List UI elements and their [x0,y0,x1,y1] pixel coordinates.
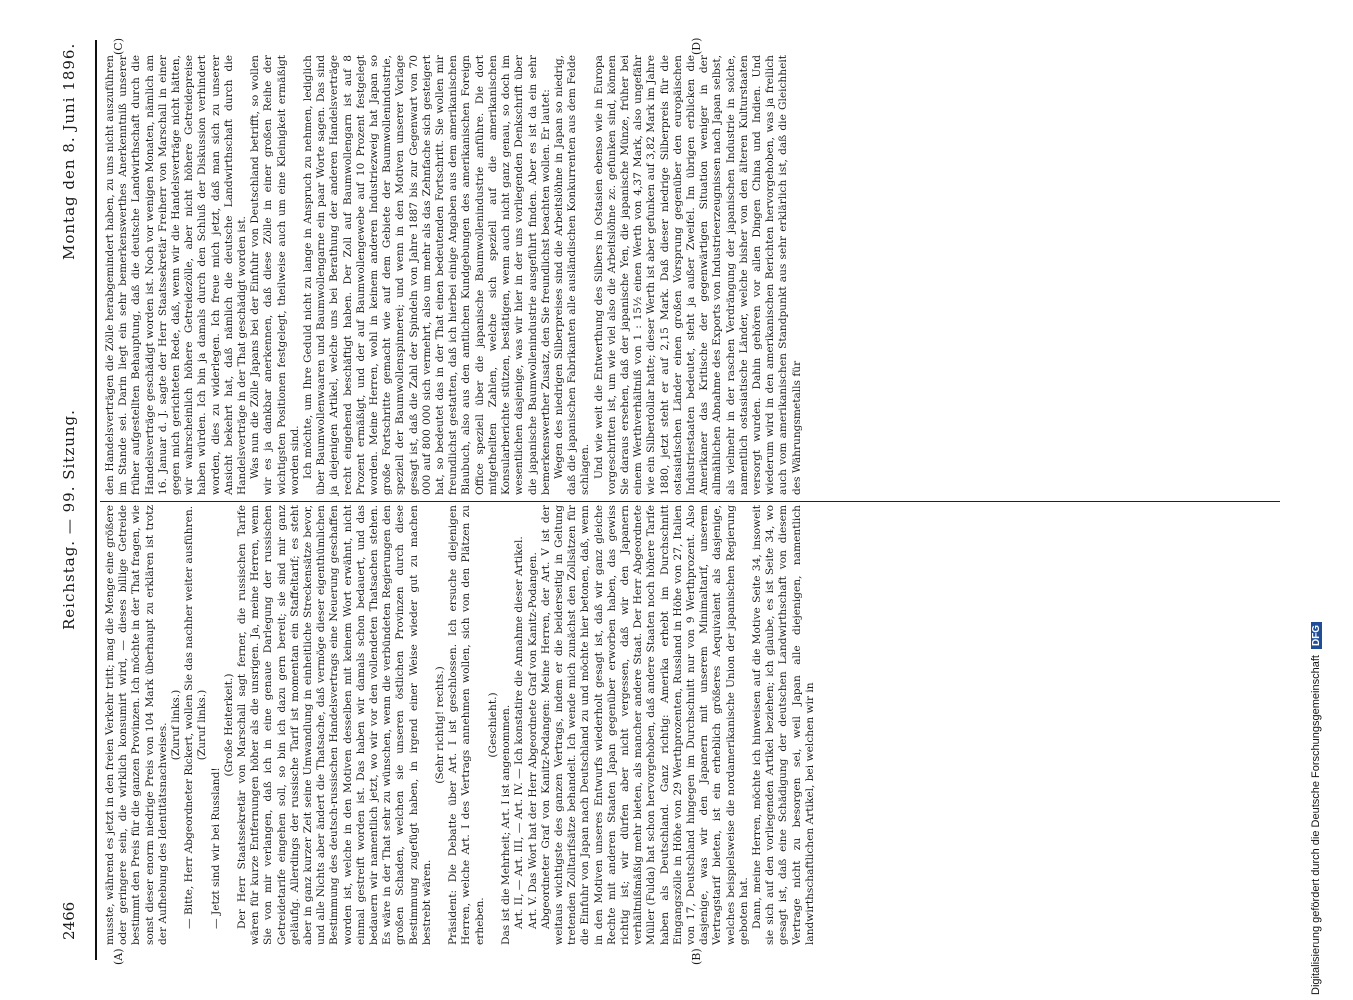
page-number: 2466 [60,901,78,940]
paragraph: — Jetzt sind wir bei Russland! [209,767,222,929]
paragraph: Der Herr Staatssekretär von Marschall sagt ferner, die russischen Tarife wären für kurze Entfernungen höher als die unsrigen. Ja, meine Herren, wenn Sie von mir verlangen, daß ich in eine genaue Darlegung der russischen Getreidetarife eingehen soll, so bin ich dazu gern bereit; sie sind mir ganz geläufig. Allerdings der russische Tarif ist momentan ein Staffeltarif; es steht aber in ganz kurzer Zeit seine Umwandlung in einheitliche Streckensätze bevor, und alle Nichts aber ändert die Thatsache, daß vermöge dieser eigenthümlichen Bestimmung des deutsch-russischen Handelsvertrags eine Neuerung geschaffen worden ist, welche in den Motiven desselben mit keinem Wort erwähnt, nicht einmal gestreift worden ist. Das haben wir damals schon bedauert, und das bedauern wir namentlich jetzt, wo wir vor den vollendeten Thatsachen stehen. Es wäre in der That sehr zu wünschen, wenn die verbündeten Regierungen den großen Schaden, welchen sie unseren östlichen Provinzen durch diese Bestimmung zugefügt haben, in irgend einer Weise wieder gut zu machen bestrebt wären. [236,505,433,945]
running-title-right: Montag den 8. Juni 1896. [60,42,78,260]
paragraph: (Sehr richtig! rechts.) [434,666,447,784]
paragraph: Wegen des niedrigen Silberpreises sind die Arbeitslöhne in Japan so niedrig, daß die japanischen Fabrikanten alle ausländischen Konkurrenten aus dem Felde schlagen. [552,55,592,495]
paragraph: Ich möchte, um Ihre Geduld nicht zu lange in Anspruch zu nehmen, lediglich über Baumwollenwaaren und Baumwollengarne ein paar Worte sagen. Das sind ja diejenigen Artikel, welche uns bei Berathung der anderen Handelsverträge recht eingehend beschäftigt haben. Der Zoll auf Baumwollengarn ist auf 8 Prozent ermäßigt, und der auf Baumwollengewebe auf 10 Prozent festgelegt worden. Meine Herren, wohl in keinem anderen Industriezweig hat Japan so große Fortschritte gemacht wie auf dem Gebiete der Baumwollenindustrie, speziell der Baumwollenspinnerei; und wenn in den Motiven unserer Vorlage gesagt ist, daß die Zahl der Spindeln von Jahre 1887 bis zur Gegenwart von 70 000 auf 800 000 sich vermehrt, also um mehr als das Zehnfache sich gesteigert hat, so bedeutet das in der That einen bedeutenden Fortschritt. Sie wollen mir freundlichst gestatten, daß ich hierbei einige Angaben aus dem amerikanischen Blaubuch, also aus den amtlichen Kundgebungen des amerikanischen Foreign Office speziell über die japanische Baumwollenindustrie anführe. Die dort mitgetheilten Zahlen, welche sich speziell auf die amerikanischen Konsularberichte stützen, bestätigen, wenn auch nicht ganz genau, so doch im wesentlichen dasjenige, was wir hier in der uns vorliegenden Denkschrift über die japanische Baumwollenindustrie ausgeführt finden. Aber es ist da ein sehr bemerkenswerther Zusatz, den Sie freundlichst beachten wollen. Er lautet: [302,55,552,495]
paragraph: Art. II, — Art. III, — Art. IV. — Ich konstatire die Annahme dieser Artikel. [513,536,526,929]
paragraph: (Große Heiterkeit.) [222,673,235,777]
margin-marker-b: (B) [690,948,703,965]
left-text-column [104,505,817,945]
column-divider [100,501,1280,502]
digitization-credit [1300,10,1340,1000]
paragraph: (Geschieht.) [486,692,499,758]
dfg-logo: DFG [1311,622,1322,649]
right-text-column [104,55,804,495]
margin-marker-c: (C) [112,38,125,55]
paragraph: — Bitte, Herr Abgeordneter Rickert, wollen Sie das nachher weiter ausführen. [183,505,196,929]
paragraph: Und wie weit die Entwerthung des Silbers in Ostasien ebenso wie in Europa vorgeschritten ist, um wie viel also die Arbeitslöhne zc. gefunken sind, können Sie daraus ersehen, daß der japanische Yen, die japanische Münze, früher bei einem Werthverhältniß von 1 : 15½ einen Werth von 4,37 Mark, also ungefähr wie ein Silberdollar hatte; dieser Werth ist aber gefunken auf 3,82 Mark im Jahre 1880, jetzt steht er auf 2,15 Mark. Daß dieser niedrige Silberpreis für die ostasiatischen Länder einen großen Vorsprung gegenüber den europäischen Industriestaaten bedeutet, steht ja außer Zweifel. Im übrigen erblicken die Amerikaner das Kritische der gegenwärtigen Situation weniger in der allmählichen Abnahme des Exports von Industrieerzeugnissen nach Japan selbst, als vielmehr in der raschen Verdrängung der japanischen Industrie in solche, namentlich ostasiatische Länder, welche bisher von den älteren Kulturstaaten versorgt wurden. Dahin gehören vor allen Dingen China und Indien. Und wiederum wird in den amerikanischen Berichten hervorgehoben, was ja freilich auch vom amerikanischen Standpunkt aus sehr erklärlich ist, daß die Gleichheit des Währungsmetalls für [592,55,803,495]
header-rule [95,40,97,960]
paragraph: Abgeordneter Graf von Kanitz-Podangen: Meine Herren, der Art. V ist der weitaus wichtigste des ganzen Vertrags, indem er die beiderseitig in Geltung tretenden Zolltarifsätze behandelt. Ich wende mich zunächst den Zollsätzen für die Einfuhr von Japan nach Deutschland zu und möchte hier betonen, daß, wenn in den Motiven unseres Entwurfs wiederholt gesagt ist, daß wir ganz gleiche Rechte mit anderen Staaten Japan gegenüber erworben haben, das gewiss richtig ist; wir dürfen aber nicht vergessen, daß wir den Japanern verhältnißmäßig mehr bieten, als mancher andere Staat. Der Herr Abgeordnete Müller (Fulda) hat schon hervorgehoben, daß andere Staaten noch höhere Tarife haben als Deutschland. Ganz richtig: Amerika erhebt im Durchschnitt Eingangszölle in Höhe von 29 Werthprozenten, Russland in Höhe von 27, Italien von 17, Deutschland hingegen im Durchschnitt nur von 9 Werthprozent. Also dasjenige, was wir den Japanern mit unserem Minimaltarif, unserem Vertragstarif bieten, ist ein erheblich größeres Aequivalent als dasjenige, welches beispielsweise die nordamerikanische Union der japanischen Regierung geboten hat. [539,505,750,945]
running-title-left: Reichstag. — 99. Sitzung. [60,409,78,630]
margin-marker-d: (D) [690,37,703,55]
paragraph: (Zuruf links.) [170,689,183,761]
margin-marker-a: (A) [112,948,125,965]
paragraph: Art. V. Das Wort hat der Herr Abgeordnete Graf von Kanitz-Podangen. [526,552,539,929]
paragraph: musste, während es jetzt in den freien Verkehr tritt; mag die Menge eine größere oder geringere sein, die wirklich konsumirt wird, — dieses billige Getreide bestimmt den Preis für die ganzen Provinzen. Ich möchte in der That fragen, wie sonst dieser enorm niedrige Preis von 104 Mark überhaupt zu erklären ist trotz der Aufhebung des Identitätsnachweises. [104,505,169,945]
paragraph: Dann, meine Herren, möchte ich hinweisen auf die Motive Seite 34, insoweit sie sich auf den vorliegenden Artikel beziehen; ich glaube, es ist Seite 34, wo gesagt ist, daß eine Schädigung der deutschen Landwirthschaft von diesem Vertrage nicht zu besorgen sei, weil Japan alle diejenigen, namentlich landwirthschaftlichen Artikel, bei welchen wir in [750,505,816,945]
credit-text: Digitalisierung gefördert durch die Deutsche Forschungsgemeinschaft [1310,655,1322,995]
paragraph: Was nun die Zölle Japans bei der Einfuhr von Deutschland betrifft, so wollen wir es ja dankbar anerkennen, daß diese Zölle in einer großen Reihe der wichtigsten Positionen festgelegt, theilweise auch um eine Kleinigkeit ermäßigt worden sind. [249,55,301,495]
paragraph: (Zuruf links.) [196,689,209,761]
paragraph: Präsident: Die Debatte über Art. I ist geschlossen. Ich ersuche diejenigen Herren, welche Art. I des Vertrags annehmen wollen, sich von den Plätzen zu erheben. [447,505,486,945]
paragraph: Das ist die Mehrheit; Art. I ist angenommen. [500,704,513,945]
paragraph: den Handelsverträgen die Zölle herabgemindert haben, zu uns nicht auszuführen im Stande sei. Darin liegt ein sehr bemerkenswerthes Anerkenntniß unserer früher aufgestellten Behauptung, daß die deutsche Landwirthschaft durch die Handelsverträge geschädigt worden ist. Noch vor wenigen Monaten, nämlich am 16. Januar d. J. sagte der Herr Staatssekretär Freiherr von Marschall in einer gegen mich gerichteten Rede, daß, wenn wir die Handelsverträge nicht hätten, wir wahrscheinlich höhere Getreidezölle, aber nicht höhere Getreidepreise haben würden. Ich bin ja damals durch den Schluß der Diskussion verhindert worden, dies zu widerlegen. Ich freue mich jetzt, daß man sich zu unserer Ansicht bekehrt hat, daß nämlich die deutsche Landwirthschaft durch die Handelsverträge in der That geschädigt worden ist. [104,55,249,495]
